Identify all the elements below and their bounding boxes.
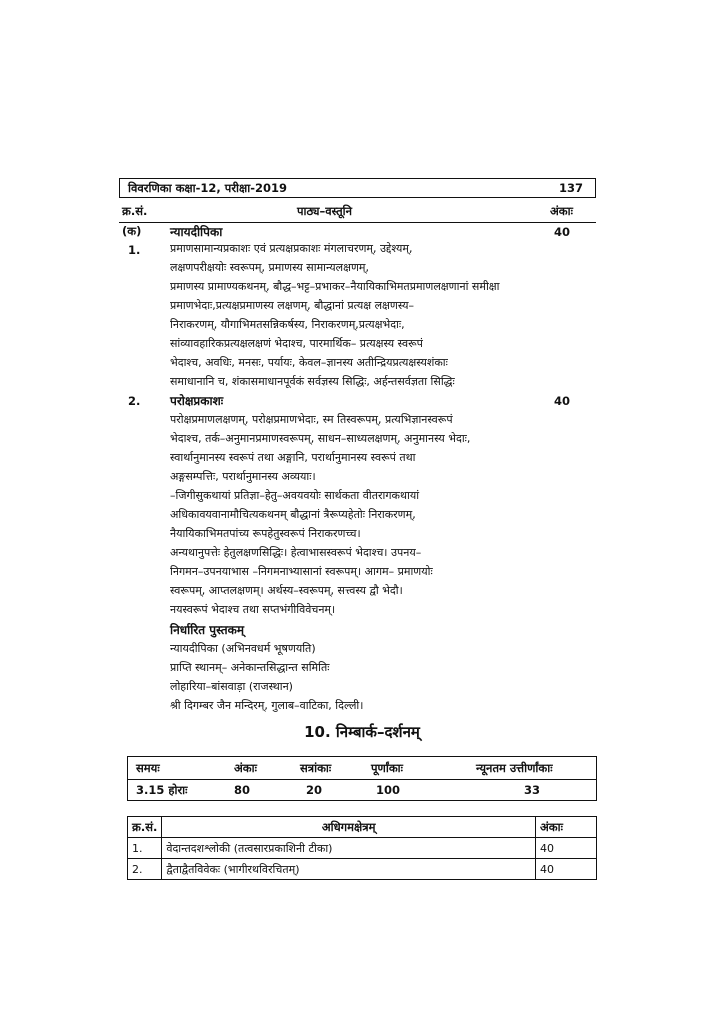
column-marks: अंकाः (550, 204, 573, 218)
exam-value-marks: 80 (234, 783, 251, 797)
item2-line: परोक्षप्रमाणलक्षणम्, परोक्षप्रमाणभेदाः, स्म तिस्वरूपम्, प्रत्यभिज्ञानस्वरूपं (170, 413, 453, 426)
exam-table-divider (128, 779, 596, 780)
book-line: श्री दिगम्बर जैन मन्दिरम्, गुलाब–वाटिका, दिल्ली। (170, 699, 364, 712)
item1-line: प्रमाणसामान्यप्रकाशः एवं प्रत्यक्षप्रकाशः मंगलाचरणम्, उद्देश्यम्, (170, 242, 413, 255)
section-ka-marks: 40 (554, 225, 571, 239)
syllabus-header-marks: अंकाः (536, 817, 597, 838)
item2-title: परोक्षप्रकाशः (170, 394, 224, 408)
exam-header-time: समयः (136, 761, 160, 775)
section-10-title: 10. निम्बार्क–दर्शनम् (304, 723, 420, 741)
item2-line: नैयायिकाभिमतपांच्य रूपहेतुस्वरूपं निराकरणच्च। (170, 527, 361, 540)
syllabus-row-serial: 1. (128, 838, 162, 859)
exam-value-min-pass: 33 (524, 783, 541, 797)
header-title: विवरणिका कक्षा-12, परीक्षा-2019 (128, 181, 287, 195)
item2-line: अन्यथानुपत्तेः हेतुलक्षणसिद्धिः। हेत्वाभासस्वरूपं भेदाश्च। उपनय– (170, 546, 422, 559)
syllabus-row-marks: 40 (536, 859, 597, 880)
exam-header-sessional: सत्रांकाः (300, 761, 332, 775)
item1-line: प्रमाणभेदाः,प्रत्यक्षप्रमाणस्य लक्षणम्, बौद्धानां प्रत्यक्ष लक्षणस्य– (170, 299, 415, 312)
exam-value-sessional: 20 (306, 783, 323, 797)
exam-value-total: 100 (376, 783, 401, 797)
exam-scheme-table (127, 756, 597, 801)
section-ka-title: न्यायदीपिका (170, 225, 223, 239)
item1-number: 1. (128, 243, 141, 257)
table-header-row (128, 817, 597, 838)
syllabus-row-marks: 40 (536, 838, 597, 859)
item1-line: निराकरणम्, यौगाभिमतसन्निकर्षस्य, निराकरणम्,प्रत्यक्षभेदाः, (170, 318, 405, 331)
column-serial: क्र.सं. (122, 204, 148, 218)
item1-line: लक्षणपरीक्षयोः स्वरूपम्, प्रमाणस्य सामान्यलक्षणम्, (170, 261, 369, 274)
syllabus-header-serial: क्र.सं. (128, 817, 162, 838)
item2-line: –जिगीसुकथायां प्रतिज्ञा–हेतु–अवयवयोः सार्थकता वीतरागकथायां (170, 489, 420, 502)
prescribed-books-heading: निर्धारित पुस्तकम् (170, 623, 245, 637)
exam-header-total: पूर्णांकाः (371, 761, 403, 775)
table-row (128, 859, 597, 880)
section-ka-label: (क) (122, 224, 142, 238)
syllabus-table (127, 816, 597, 880)
book-line: प्राप्ति स्थानम्– अनेकान्तसिद्धान्त समितिः (170, 661, 330, 674)
item2-number: 2. (128, 394, 141, 408)
item2-line: स्वरूपम्, आप्तलक्षणम्। अर्थस्य–स्वरूपम्, सत्त्वस्य द्वौ भेदौ। (170, 584, 403, 597)
item2-line: नयस्वरूपं भेदाश्च तथा सप्तभंगीविवेचनम्। (170, 603, 336, 616)
item2-line: निगमन–उपनयाभास –निगमनाभ्यासानां स्वरूपम्। आगम– प्रमाणयोः (170, 565, 433, 578)
syllabus-row-serial: 2. (128, 859, 162, 880)
item2-line: स्वार्थानुमानस्य स्वरूपं तथा अङ्गानि, परार्थानुमानस्य स्वरूपं तथा (170, 451, 416, 464)
book-line: न्यायदीपिका (अभिनवधर्म भूषणयति) (170, 642, 316, 655)
item2-line: अधिकावयवानामौचित्यकथनम् बौद्धानां त्रैरूप्यहेतोः निराकरणम्, (170, 508, 416, 521)
item1-line: सांव्यावहारिकप्रत्यक्षलक्षणं भेदाश्च, पारमार्थिक– प्रत्यक्षस्य स्वरूपं (170, 337, 423, 350)
item2-marks: 40 (554, 394, 571, 408)
item2-line: भेदाश्च, तर्क–अनुमानप्रमाणस्वरूपम्, साधन–साध्यलक्षणम्, अनुमानस्य भेदाः, (170, 432, 471, 445)
table-row (128, 838, 597, 859)
syllabus-header-area: अधिगमक्षेत्रम् (162, 817, 536, 838)
exam-header-marks: अंकाः (234, 761, 257, 775)
syllabus-row-area: द्वैताद्वैतविवेकः (भागीरथविरचितम्) (162, 859, 536, 880)
exam-value-time: 3.15 होराः (136, 783, 188, 797)
page-header (119, 178, 596, 198)
page-number: 137 (558, 181, 583, 195)
item1-line: भेदाश्च, अवधिः, मनसः, पर्यायः, केवल–ज्ञानस्य अतीन्द्रियप्रत्यक्षस्यशंकाः (170, 356, 448, 369)
book-line: लोहारिया–बांसवाड़ा (राजस्थान) (170, 680, 293, 693)
item1-line: प्रमाणस्य प्रामाण्यकथनम्, बौद्ध–भट्ट–प्रभाकर–नैयायिकाभिमतप्रमाणलक्षणानां समीक्षा (170, 280, 500, 293)
syllabus-row-area: वेदान्तदशश्लोकी (तत्वसारप्रकाशिनी टीका) (162, 838, 536, 859)
item1-line: समाधानानि च, शंकासमाधानपूर्वकं सर्वज्ञस्य सिद्धिः, अर्हन्तसर्वज्ञता सिद्धिः (170, 375, 455, 388)
exam-header-min-pass: न्यूनतम उत्तीर्णांकाः (476, 761, 553, 775)
item2-line: अङ्गसम्पत्तिः, परार्थानुमानस्य अव्ययाः। (170, 470, 316, 483)
column-content: पाठ्य–वस्तूनि (297, 204, 353, 218)
